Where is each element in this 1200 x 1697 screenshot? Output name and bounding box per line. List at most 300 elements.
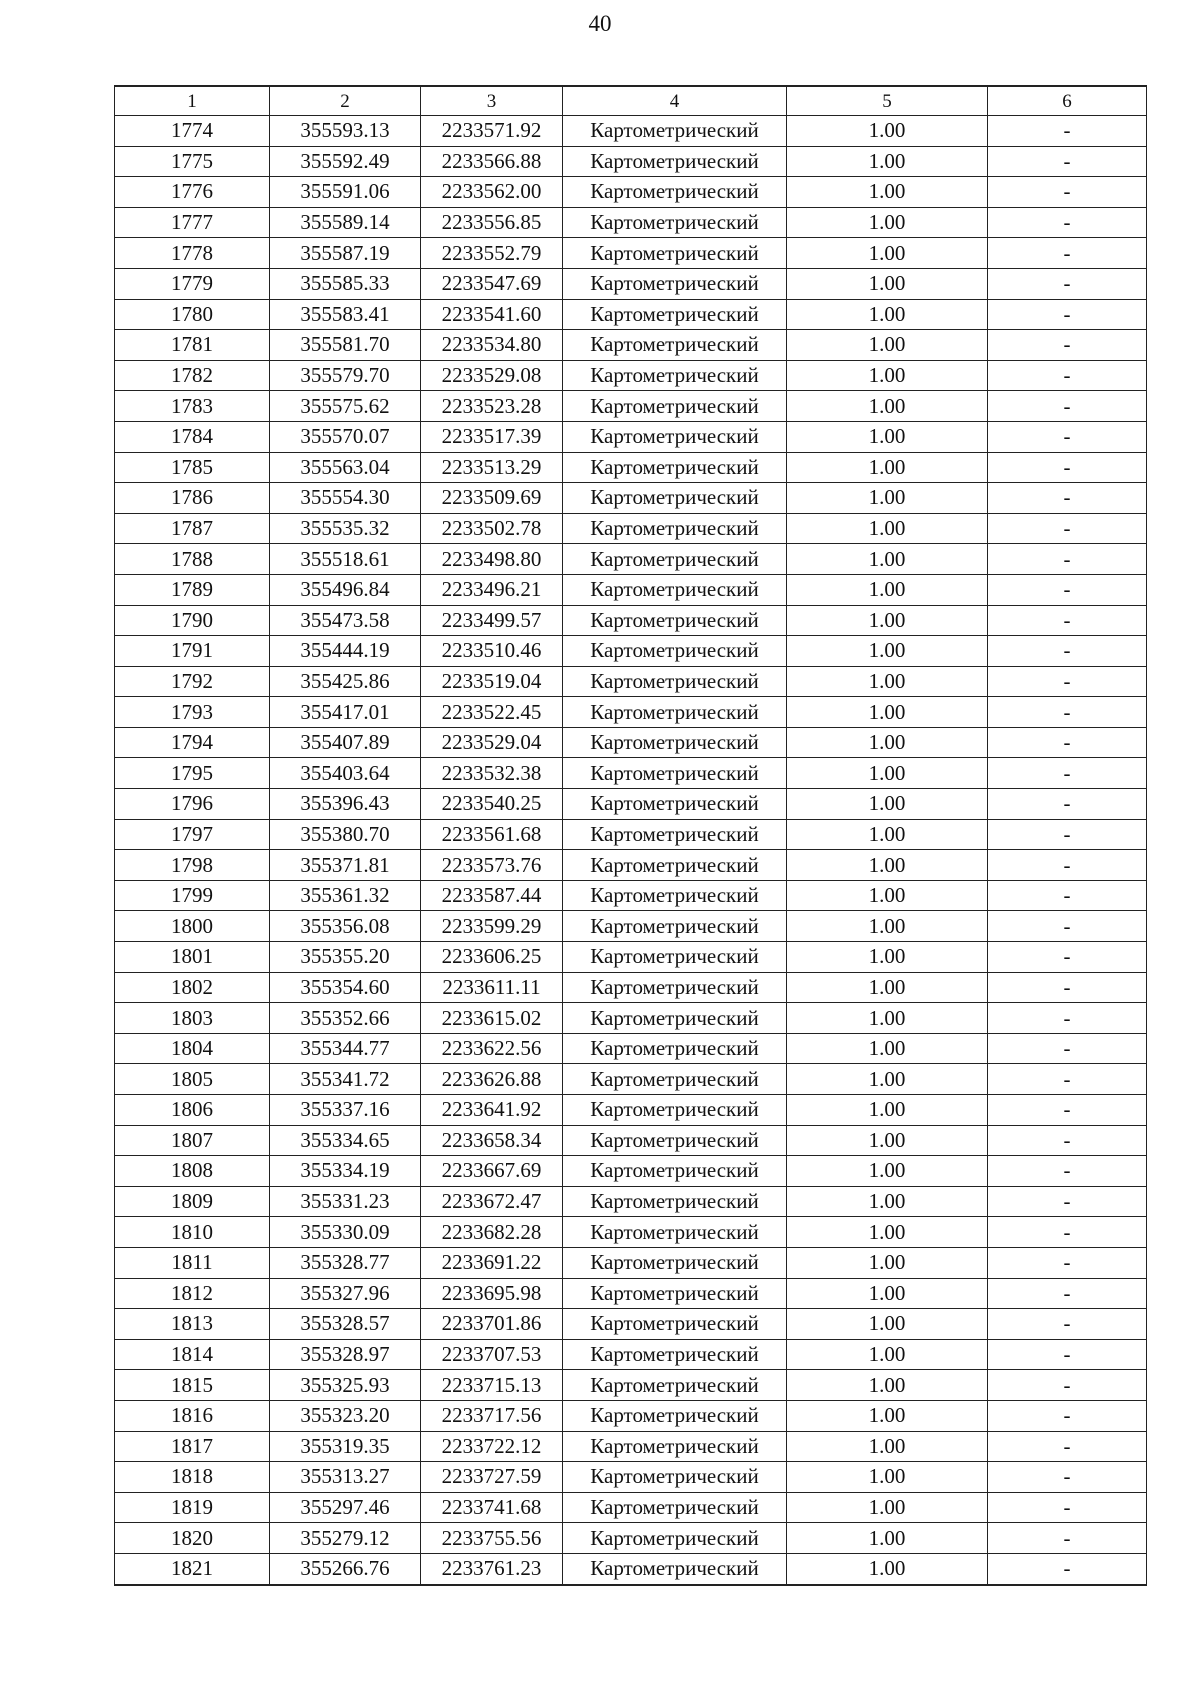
note-cell: - (988, 1400, 1147, 1431)
accuracy-cell: 1.00 (787, 911, 988, 942)
x-coordinate-cell: 355496.84 (270, 574, 421, 605)
accuracy-cell: 1.00 (787, 1339, 988, 1370)
table-row (115, 146, 1147, 177)
table-row (115, 1186, 1147, 1217)
method-cell: Картометрический (563, 1247, 787, 1278)
y-coordinate-cell: 2233658.34 (421, 1125, 563, 1156)
x-coordinate-cell: 355407.89 (270, 727, 421, 758)
method-cell: Картометрический (563, 513, 787, 544)
table-row (115, 1339, 1147, 1370)
table-row (115, 268, 1147, 299)
x-coordinate-cell: 355352.66 (270, 1003, 421, 1034)
y-coordinate-cell: 2233667.69 (421, 1156, 563, 1187)
table-row (115, 911, 1147, 942)
method-cell: Картометрический (563, 1400, 787, 1431)
note-cell: - (988, 636, 1147, 667)
accuracy-cell: 1.00 (787, 452, 988, 483)
y-coordinate-cell: 2233611.11 (421, 972, 563, 1003)
y-coordinate-cell: 2233761.23 (421, 1553, 563, 1584)
method-cell: Картометрический (563, 1095, 787, 1126)
column-header: 2 (270, 86, 421, 116)
point-number-cell: 1806 (115, 1095, 270, 1126)
point-number-cell: 1797 (115, 819, 270, 850)
note-cell: - (988, 1247, 1147, 1278)
table-row (115, 1278, 1147, 1309)
x-coordinate-cell: 355535.32 (270, 513, 421, 544)
method-cell: Картометрический (563, 483, 787, 514)
x-coordinate-cell: 355361.32 (270, 880, 421, 911)
point-number-cell: 1805 (115, 1064, 270, 1095)
note-cell: - (988, 421, 1147, 452)
point-number-cell: 1821 (115, 1553, 270, 1584)
table-row (115, 1033, 1147, 1064)
y-coordinate-cell: 2233496.21 (421, 574, 563, 605)
method-cell: Картометрический (563, 942, 787, 973)
accuracy-cell: 1.00 (787, 146, 988, 177)
y-coordinate-cell: 2233541.60 (421, 299, 563, 330)
method-cell: Картометрический (563, 574, 787, 605)
note-cell: - (988, 513, 1147, 544)
point-number-cell: 1820 (115, 1523, 270, 1554)
note-cell: - (988, 1003, 1147, 1034)
method-cell: Картометрический (563, 666, 787, 697)
note-cell: - (988, 1156, 1147, 1187)
point-number-cell: 1779 (115, 268, 270, 299)
y-coordinate-cell: 2233573.76 (421, 850, 563, 881)
point-number-cell: 1817 (115, 1431, 270, 1462)
method-cell: Картометрический (563, 819, 787, 850)
point-number-cell: 1781 (115, 330, 270, 361)
y-coordinate-cell: 2233727.59 (421, 1462, 563, 1493)
point-number-cell: 1780 (115, 299, 270, 330)
point-number-cell: 1803 (115, 1003, 270, 1034)
y-coordinate-cell: 2233755.56 (421, 1523, 563, 1554)
table-row (115, 1523, 1147, 1554)
note-cell: - (988, 299, 1147, 330)
accuracy-cell: 1.00 (787, 1492, 988, 1523)
table-row (115, 1400, 1147, 1431)
note-cell: - (988, 268, 1147, 299)
method-cell: Картометрический (563, 1186, 787, 1217)
method-cell: Картометрический (563, 605, 787, 636)
x-coordinate-cell: 355593.13 (270, 116, 421, 147)
table-row (115, 1003, 1147, 1034)
accuracy-cell: 1.00 (787, 391, 988, 422)
accuracy-cell: 1.00 (787, 758, 988, 789)
y-coordinate-cell: 2233552.79 (421, 238, 563, 269)
accuracy-cell: 1.00 (787, 1156, 988, 1187)
y-coordinate-cell: 2233682.28 (421, 1217, 563, 1248)
column-header: 6 (988, 86, 1147, 116)
accuracy-cell: 1.00 (787, 1186, 988, 1217)
method-cell: Картометрический (563, 1156, 787, 1187)
accuracy-cell: 1.00 (787, 544, 988, 575)
accuracy-cell: 1.00 (787, 483, 988, 514)
y-coordinate-cell: 2233695.98 (421, 1278, 563, 1309)
point-number-cell: 1792 (115, 666, 270, 697)
point-number-cell: 1811 (115, 1247, 270, 1278)
table-row (115, 605, 1147, 636)
x-coordinate-cell: 355328.57 (270, 1309, 421, 1340)
method-cell: Картометрический (563, 299, 787, 330)
x-coordinate-cell: 355587.19 (270, 238, 421, 269)
table-row (115, 1064, 1147, 1095)
y-coordinate-cell: 2233606.25 (421, 942, 563, 973)
note-cell: - (988, 1217, 1147, 1248)
note-cell: - (988, 1125, 1147, 1156)
y-coordinate-cell: 2233707.53 (421, 1339, 563, 1370)
method-cell: Картометрический (563, 1003, 787, 1034)
method-cell: Картометрический (563, 636, 787, 667)
accuracy-cell: 1.00 (787, 819, 988, 850)
point-number-cell: 1783 (115, 391, 270, 422)
x-coordinate-cell: 355592.49 (270, 146, 421, 177)
page-number: 40 (588, 11, 612, 36)
note-cell: - (988, 330, 1147, 361)
x-coordinate-cell: 355563.04 (270, 452, 421, 483)
method-cell: Картометрический (563, 1431, 787, 1462)
column-header: 1 (115, 86, 270, 116)
point-number-cell: 1800 (115, 911, 270, 942)
y-coordinate-cell: 2233722.12 (421, 1431, 563, 1462)
accuracy-cell: 1.00 (787, 1370, 988, 1401)
point-number-cell: 1794 (115, 727, 270, 758)
point-number-cell: 1784 (115, 421, 270, 452)
point-number-cell: 1818 (115, 1462, 270, 1493)
point-number-cell: 1796 (115, 789, 270, 820)
accuracy-cell: 1.00 (787, 1125, 988, 1156)
note-cell: - (988, 1553, 1147, 1584)
y-coordinate-cell: 2233615.02 (421, 1003, 563, 1034)
table-row (115, 238, 1147, 269)
accuracy-cell: 1.00 (787, 636, 988, 667)
note-cell: - (988, 789, 1147, 820)
method-cell: Картометрический (563, 789, 787, 820)
method-cell: Картометрический (563, 911, 787, 942)
point-number-cell: 1788 (115, 544, 270, 575)
table-row (115, 483, 1147, 514)
x-coordinate-cell: 355328.77 (270, 1247, 421, 1278)
table-row (115, 942, 1147, 973)
note-cell: - (988, 207, 1147, 238)
method-cell: Картометрический (563, 758, 787, 789)
table-header-row (115, 86, 1147, 116)
table-row (115, 574, 1147, 605)
table-row (115, 452, 1147, 483)
point-number-cell: 1786 (115, 483, 270, 514)
accuracy-cell: 1.00 (787, 666, 988, 697)
accuracy-cell: 1.00 (787, 513, 988, 544)
point-number-cell: 1812 (115, 1278, 270, 1309)
accuracy-cell: 1.00 (787, 1462, 988, 1493)
table-row (115, 207, 1147, 238)
point-number-cell: 1789 (115, 574, 270, 605)
method-cell: Картометрический (563, 544, 787, 575)
point-number-cell: 1813 (115, 1309, 270, 1340)
accuracy-cell: 1.00 (787, 574, 988, 605)
y-coordinate-cell: 2233547.69 (421, 268, 563, 299)
method-cell: Картометрический (563, 1523, 787, 1554)
table-row (115, 972, 1147, 1003)
accuracy-cell: 1.00 (787, 360, 988, 391)
y-coordinate-cell: 2233717.56 (421, 1400, 563, 1431)
point-number-cell: 1808 (115, 1156, 270, 1187)
x-coordinate-cell: 355417.01 (270, 697, 421, 728)
table-row (115, 1095, 1147, 1126)
table-row (115, 1492, 1147, 1523)
method-cell: Картометрический (563, 1553, 787, 1584)
note-cell: - (988, 1278, 1147, 1309)
x-coordinate-cell: 355591.06 (270, 177, 421, 208)
x-coordinate-cell: 355581.70 (270, 330, 421, 361)
point-number-cell: 1774 (115, 116, 270, 147)
point-number-cell: 1775 (115, 146, 270, 177)
table-row (115, 1156, 1147, 1187)
x-coordinate-cell: 355355.20 (270, 942, 421, 973)
note-cell: - (988, 574, 1147, 605)
x-coordinate-cell: 355444.19 (270, 636, 421, 667)
column-header: 4 (563, 86, 787, 116)
method-cell: Картометрический (563, 238, 787, 269)
accuracy-cell: 1.00 (787, 942, 988, 973)
y-coordinate-cell: 2233532.38 (421, 758, 563, 789)
accuracy-cell: 1.00 (787, 789, 988, 820)
x-coordinate-cell: 355518.61 (270, 544, 421, 575)
note-cell: - (988, 758, 1147, 789)
x-coordinate-cell: 355575.62 (270, 391, 421, 422)
accuracy-cell: 1.00 (787, 605, 988, 636)
method-cell: Картометрический (563, 880, 787, 911)
point-number-cell: 1809 (115, 1186, 270, 1217)
method-cell: Картометрический (563, 207, 787, 238)
x-coordinate-cell: 355554.30 (270, 483, 421, 514)
y-coordinate-cell: 2233523.28 (421, 391, 563, 422)
y-coordinate-cell: 2233626.88 (421, 1064, 563, 1095)
column-header: 3 (421, 86, 563, 116)
table-row (115, 360, 1147, 391)
table-row (115, 116, 1147, 147)
y-coordinate-cell: 2233498.80 (421, 544, 563, 575)
x-coordinate-cell: 355297.46 (270, 1492, 421, 1523)
method-cell: Картометрический (563, 330, 787, 361)
table-row (115, 421, 1147, 452)
y-coordinate-cell: 2233509.69 (421, 483, 563, 514)
method-cell: Картометрический (563, 850, 787, 881)
accuracy-cell: 1.00 (787, 1003, 988, 1034)
method-cell: Картометрический (563, 1278, 787, 1309)
table-row (115, 544, 1147, 575)
column-header: 5 (787, 86, 988, 116)
method-cell: Картометрический (563, 146, 787, 177)
note-cell: - (988, 727, 1147, 758)
x-coordinate-cell: 355570.07 (270, 421, 421, 452)
accuracy-cell: 1.00 (787, 727, 988, 758)
method-cell: Картометрический (563, 177, 787, 208)
table-row (115, 636, 1147, 667)
note-cell: - (988, 1339, 1147, 1370)
note-cell: - (988, 238, 1147, 269)
table-row (115, 330, 1147, 361)
note-cell: - (988, 1462, 1147, 1493)
point-number-cell: 1776 (115, 177, 270, 208)
x-coordinate-cell: 355323.20 (270, 1400, 421, 1431)
note-cell: - (988, 1309, 1147, 1340)
point-number-cell: 1795 (115, 758, 270, 789)
note-cell: - (988, 1064, 1147, 1095)
note-cell: - (988, 483, 1147, 514)
note-cell: - (988, 1431, 1147, 1462)
method-cell: Картометрический (563, 1492, 787, 1523)
table-row (115, 758, 1147, 789)
point-number-cell: 1807 (115, 1125, 270, 1156)
table-row (115, 1553, 1147, 1584)
point-number-cell: 1791 (115, 636, 270, 667)
method-cell: Картометрический (563, 116, 787, 147)
point-number-cell: 1810 (115, 1217, 270, 1248)
accuracy-cell: 1.00 (787, 177, 988, 208)
x-coordinate-cell: 355354.60 (270, 972, 421, 1003)
note-cell: - (988, 605, 1147, 636)
note-cell: - (988, 116, 1147, 147)
x-coordinate-cell: 355327.96 (270, 1278, 421, 1309)
y-coordinate-cell: 2233540.25 (421, 789, 563, 820)
x-coordinate-cell: 355344.77 (270, 1033, 421, 1064)
table-row (115, 1125, 1147, 1156)
table-row (115, 789, 1147, 820)
point-number-cell: 1819 (115, 1492, 270, 1523)
accuracy-cell: 1.00 (787, 207, 988, 238)
accuracy-cell: 1.00 (787, 1064, 988, 1095)
note-cell: - (988, 1523, 1147, 1554)
table-row (115, 697, 1147, 728)
x-coordinate-cell: 355313.27 (270, 1462, 421, 1493)
y-coordinate-cell: 2233566.88 (421, 146, 563, 177)
x-coordinate-cell: 355380.70 (270, 819, 421, 850)
y-coordinate-cell: 2233510.46 (421, 636, 563, 667)
table-row (115, 1217, 1147, 1248)
method-cell: Картометрический (563, 1064, 787, 1095)
note-cell: - (988, 391, 1147, 422)
y-coordinate-cell: 2233562.00 (421, 177, 563, 208)
x-coordinate-cell: 355341.72 (270, 1064, 421, 1095)
note-cell: - (988, 697, 1147, 728)
x-coordinate-cell: 355319.35 (270, 1431, 421, 1462)
point-number-cell: 1815 (115, 1370, 270, 1401)
y-coordinate-cell: 2233561.68 (421, 819, 563, 850)
y-coordinate-cell: 2233741.68 (421, 1492, 563, 1523)
point-number-cell: 1801 (115, 942, 270, 973)
point-number-cell: 1777 (115, 207, 270, 238)
point-number-cell: 1778 (115, 238, 270, 269)
method-cell: Картометрический (563, 727, 787, 758)
accuracy-cell: 1.00 (787, 1553, 988, 1584)
note-cell: - (988, 1370, 1147, 1401)
note-cell: - (988, 911, 1147, 942)
table-row (115, 1247, 1147, 1278)
x-coordinate-cell: 355396.43 (270, 789, 421, 820)
accuracy-cell: 1.00 (787, 330, 988, 361)
table-body (115, 116, 1147, 1585)
note-cell: - (988, 452, 1147, 483)
x-coordinate-cell: 355473.58 (270, 605, 421, 636)
accuracy-cell: 1.00 (787, 850, 988, 881)
x-coordinate-cell: 355334.19 (270, 1156, 421, 1187)
method-cell: Картометрический (563, 421, 787, 452)
note-cell: - (988, 1492, 1147, 1523)
note-cell: - (988, 972, 1147, 1003)
point-number-cell: 1816 (115, 1400, 270, 1431)
y-coordinate-cell: 2233641.92 (421, 1095, 563, 1126)
accuracy-cell: 1.00 (787, 299, 988, 330)
table-row (115, 819, 1147, 850)
method-cell: Картометрический (563, 1370, 787, 1401)
accuracy-cell: 1.00 (787, 116, 988, 147)
y-coordinate-cell: 2233513.29 (421, 452, 563, 483)
y-coordinate-cell: 2233529.08 (421, 360, 563, 391)
method-cell: Картометрический (563, 268, 787, 299)
point-number-cell: 1785 (115, 452, 270, 483)
x-coordinate-cell: 355579.70 (270, 360, 421, 391)
x-coordinate-cell: 355325.93 (270, 1370, 421, 1401)
method-cell: Картометрический (563, 1125, 787, 1156)
accuracy-cell: 1.00 (787, 1278, 988, 1309)
x-coordinate-cell: 355356.08 (270, 911, 421, 942)
accuracy-cell: 1.00 (787, 1217, 988, 1248)
y-coordinate-cell: 2233622.56 (421, 1033, 563, 1064)
table-row (115, 513, 1147, 544)
point-number-cell: 1790 (115, 605, 270, 636)
accuracy-cell: 1.00 (787, 1033, 988, 1064)
accuracy-cell: 1.00 (787, 238, 988, 269)
y-coordinate-cell: 2233534.80 (421, 330, 563, 361)
x-coordinate-cell: 355589.14 (270, 207, 421, 238)
accuracy-cell: 1.00 (787, 1431, 988, 1462)
method-cell: Картометрический (563, 1033, 787, 1064)
table-row (115, 391, 1147, 422)
accuracy-cell: 1.00 (787, 421, 988, 452)
y-coordinate-cell: 2233529.04 (421, 727, 563, 758)
accuracy-cell: 1.00 (787, 880, 988, 911)
accuracy-cell: 1.00 (787, 1523, 988, 1554)
y-coordinate-cell: 2233701.86 (421, 1309, 563, 1340)
accuracy-cell: 1.00 (787, 972, 988, 1003)
point-number-cell: 1814 (115, 1339, 270, 1370)
method-cell: Картометрический (563, 1462, 787, 1493)
note-cell: - (988, 1095, 1147, 1126)
y-coordinate-cell: 2233672.47 (421, 1186, 563, 1217)
x-coordinate-cell: 355403.64 (270, 758, 421, 789)
y-coordinate-cell: 2233519.04 (421, 666, 563, 697)
table-row (115, 666, 1147, 697)
table-row (115, 299, 1147, 330)
accuracy-cell: 1.00 (787, 697, 988, 728)
x-coordinate-cell: 355425.86 (270, 666, 421, 697)
point-number-cell: 1798 (115, 850, 270, 881)
x-coordinate-cell: 355371.81 (270, 850, 421, 881)
table-row (115, 177, 1147, 208)
note-cell: - (988, 880, 1147, 911)
table-row (115, 880, 1147, 911)
method-cell: Картометрический (563, 1309, 787, 1340)
note-cell: - (988, 666, 1147, 697)
point-number-cell: 1793 (115, 697, 270, 728)
method-cell: Картометрический (563, 697, 787, 728)
point-number-cell: 1782 (115, 360, 270, 391)
x-coordinate-cell: 355279.12 (270, 1523, 421, 1554)
y-coordinate-cell: 2233502.78 (421, 513, 563, 544)
accuracy-cell: 1.00 (787, 1095, 988, 1126)
y-coordinate-cell: 2233599.29 (421, 911, 563, 942)
